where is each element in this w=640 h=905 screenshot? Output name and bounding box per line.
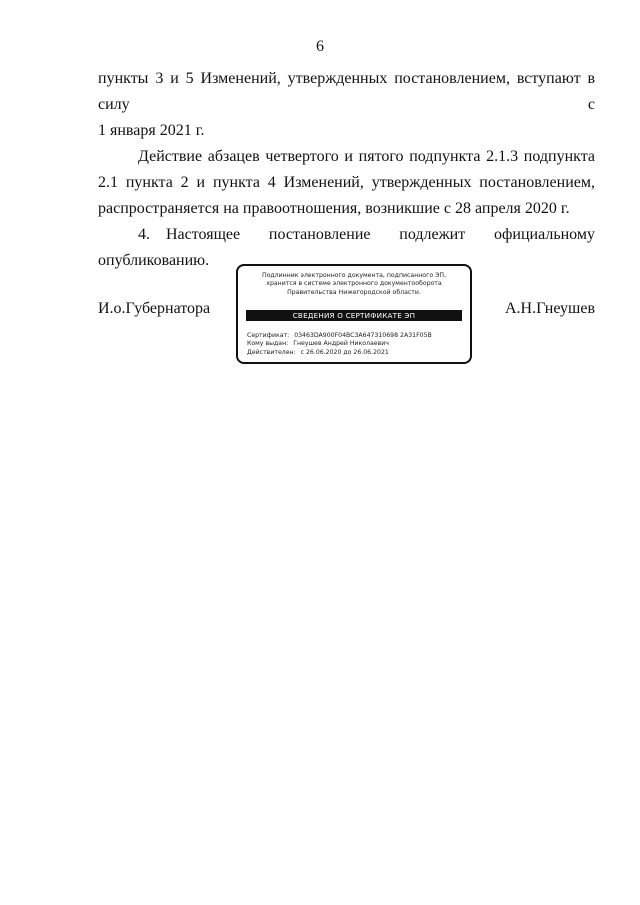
paragraph-2: Действие абзацев четвертого и пятого подпункта 2.1.3 подпункта 2.1 пункта 2 и пункта 4 Изменений, утвержденных постановлением, распространяется на правоотношения, возникшие с 28 апреля 2020 г. [98,148,595,217]
stamp-title: СВЕДЕНИЯ О СЕРТИФИКАТЕ ЭП [246,310,462,321]
stamp-details [247,332,464,357]
page-number: 6 [316,38,324,55]
stamp-header-line-1: Подлинник электронного документа, подписанного ЭП, [261,272,447,279]
issued-to-value: Гнеушев Андрей Николаевич [293,340,389,348]
stamp-header-line-3: Правительства Нижегородской области. [287,288,421,296]
stamp-header [244,272,464,297]
signatory-position: И.о.Губернатора [98,300,211,317]
document-body [98,66,595,274]
stamp-header-line-2: хранится в системе электронного документооборота [266,280,442,288]
paragraph-1-line-1: пункты 3 и 5 Изменений, утвержденных постановлением, вступают в силу с [98,70,595,113]
paragraph-1-line-2: 1 января 2021 г. [98,122,205,139]
validity-row [247,349,464,357]
issued-to-row [247,340,464,348]
signatory-name: А.Н.Гнеушев [505,300,595,317]
validity-label: Действителен: [247,348,296,356]
validity-value: с 26.06.2020 до 26.06.2021 [300,348,389,356]
issued-to-label: Кому выдан: [247,340,289,348]
certificate-label: Сертификат: [247,332,290,339]
paragraph-3: 4. Настоящее постановление подлежит официальному опубликованию. [98,226,595,269]
electronic-signature-stamp [236,264,472,364]
certificate-value: 03463DA900F04BC3A647310698 2A31F05B [294,332,432,339]
